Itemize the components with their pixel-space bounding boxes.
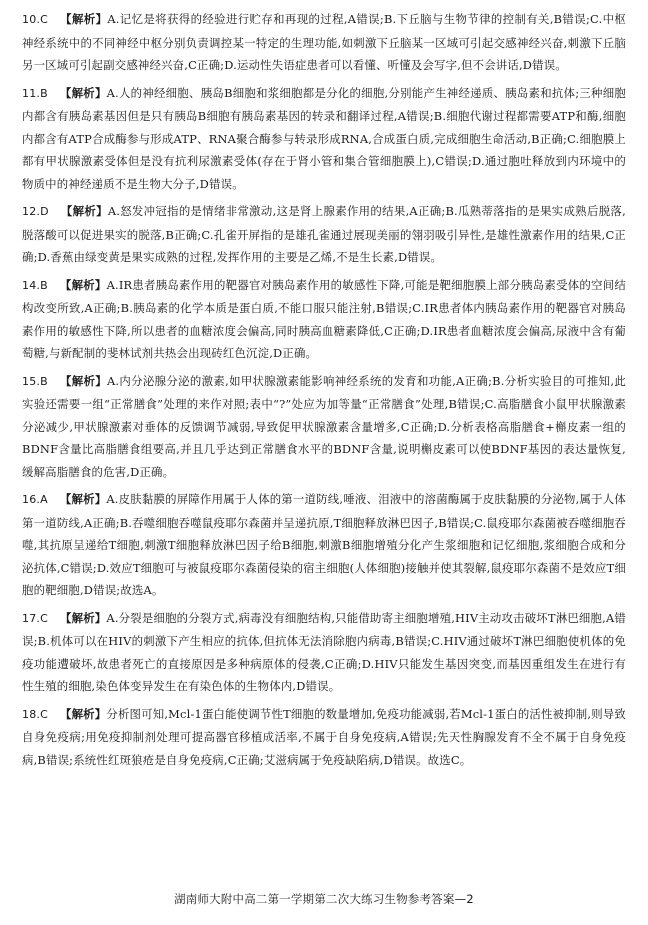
question-number: 10.	[22, 13, 41, 26]
question-number: 12.	[22, 205, 41, 218]
analysis-tag: 【解析】	[59, 610, 107, 625]
analysis-tag: 【解析】	[59, 492, 107, 506]
answer-letter: B	[40, 374, 48, 388]
analysis-text: 分析图可知,Mcl-1蛋白能使调节性T细胞的数量增加,免疫功能减弱,若Mcl-1蛋白的活性被抑制,则导致自身免疫病;用免疫抑制剂处理可提高器官移植成活率,不属于自身免疫病,A错误;先天性胸腺发育不全不属于自身免疫病,B错误;系统性红斑狼疮是自身免疫病,C正确;艾滋病属于免疫缺陷病,D错误。故选C。	[22, 706, 626, 767]
answer-item-10	[22, 8, 626, 77]
answer-item-12	[22, 200, 626, 269]
answer-letter: C	[40, 707, 48, 721]
analysis-text: A.IR患者胰岛素作用的靶器官对胰岛素作用的敏感性下降,可能是靶细胞膜上部分胰岛素受体的空间结构改变所致,A正确;B.胰岛素的化学本质是蛋白质,不能口服只能注射,B错误;C.IR患者体内胰岛素作用的靶器官对胰岛素作用的敏感性下降,所以患者的血糖浓度会偏高,同时胰高血糖素降低,C正确;D.IR患者血糖浓度会偏高,尿液中含有葡萄糖,与新配制的斐林试剂共热会出现砖红色沉淀,D正确。	[22, 277, 626, 360]
answer-letter: A	[40, 493, 48, 506]
question-number: 17.	[22, 611, 41, 625]
analysis-text: A.怒发冲冠指的是情绪非常激动,这是肾上腺素作用的结果,A正确;B.瓜熟蒂落指的是果实成熟后脱落,脱落酸可以促进果实的脱落,B正确;C.孔雀开屏指的是雄孔雀通过展现美丽的翎羽吸引异性,是雄性激素作用的结果,C正确;D.香蕉由绿变黄是果实成熟的过程,发挥作用的主要是乙烯,不是生长素,D错误。	[22, 204, 626, 264]
analysis-text: A.人的神经细胞、胰岛B细胞和浆细胞都是分化的细胞,分别能产生神经递质、胰岛素和抗体;三种细胞内都含有胰岛素基因但是只有胰岛B细胞有胰岛素基因的转录和翻译过程,A错误;B.细胞代谢过程都需要ATP和酶,细胞内都含有ATP合成酶参与形成ATP、RNA聚合酶参与转录形成RNA,合成蛋白质,完成细胞生命活动,B正确;C.细胞膜上都有甲状腺激素受体但是没有抗利尿激素受体(存在于肾小管和集合管细胞膜上),C错误;D.通过胞吐释放到内环境中的物质中的神经递质不是生物大分子,D错误。	[22, 85, 626, 191]
answer-letter: C	[40, 611, 48, 625]
answer-letter: B	[40, 278, 48, 292]
analysis-text: A.内分泌腺分泌的激素,如甲状腺激素能影响神经系统的发育和功能,A正确;B.分析实验目的可推知,此实验还需要一组“正常膳食”处理的来作对照;表中“?”处应为加等量“正常膳食”处理,B错误;C.高脂膳食小鼠甲状腺激素分泌减少,甲状腺激素对垂体的反馈调节减弱,导致促甲状腺激素含量增多,C正确;D.分析表格高脂膳食+槲皮素一组的BDNF含量比高脂膳食组要高,并且几乎达到正常膳食水平的BDNF含量,说明槲皮素可以使BDNF基因的表达量恢复,缓解高脂膳食的危害,D正确。	[22, 373, 626, 479]
answer-item-11	[22, 82, 626, 196]
answer-list	[22, 8, 626, 771]
question-number: 18.	[22, 707, 41, 721]
analysis-tag: 【解析】	[59, 373, 107, 388]
analysis-text: A.记忆是将获得的经验进行贮存和再现的过程,A错误;B.下丘脑与生物节律的控制有关,B错误;C.中枢神经系统中的不同神经中枢分别负责调控某一特定的生理功能,如刺激下丘脑某一区域可引起交感神经兴奋,刺激下丘脑另一区域可引起副交感神经兴奋,C正确;D.运动性失语症患者可以看懂、听懂及会写字,但不会讲话,D错误。	[22, 12, 626, 72]
answer-letter: C	[40, 13, 48, 26]
answer-item-16	[22, 488, 626, 602]
question-number: 11.	[22, 86, 41, 100]
question-number: 15.	[22, 374, 41, 388]
answer-item-15	[22, 370, 626, 484]
analysis-tag: 【解析】	[59, 85, 107, 100]
analysis-text: A.分裂是细胞的分裂方式,病毒没有细胞结构,只能借助寄主细胞增殖,HIV主动攻击破坏T淋巴细胞,A错误;B.机体可以在HIV的刺激下产生相应的抗体,但抗体无法消除胞内病毒,B错误;C.HIV通过破坏T淋巴细胞使机体的免疫功能遭破坏,故患者死亡的直接原因是多种病原体的侵袭,C正确;D.HIV只能发生基因突变,而基因重组发生在进行有性生殖的细胞,染色体变异发生在有染色体的生物体内,D错误。	[22, 610, 626, 693]
page-footer: 湖南师大附中高二第一学期第二次大练习生物参考答案—2	[174, 892, 474, 906]
analysis-text: A.皮肤黏膜的屏障作用属于人体的第一道防线,唾液、泪液中的溶菌酶属于皮肤黏膜的分泌物,属于人体第一道防线,A正确;B.吞噬细胞吞噬鼠疫耶尔森菌并呈递抗原,T细胞释放淋巴因子,B错误;C.鼠疫耶尔森菌被吞噬细胞吞噬,其抗原呈递给T细胞,刺激T细胞释放淋巴因子给B细胞,刺激B细胞增殖分化产生浆细胞和记忆细胞,浆细胞合成和分泌抗体,C错误;D.效应T细胞可与被鼠疫耶尔森菌侵染的宿主细胞(人体细胞)接触并使其裂解,鼠疫耶尔森菌不是效应T细胞的靶细胞,D错误;故选A。	[22, 492, 626, 597]
answer-item-17	[22, 607, 626, 698]
analysis-tag: 【解析】	[59, 277, 107, 292]
answer-item-18	[22, 703, 626, 772]
analysis-tag: 【解析】	[60, 204, 108, 218]
analysis-tag: 【解析】	[59, 706, 107, 721]
answer-letter: B	[40, 86, 48, 100]
answer-item-14	[22, 274, 626, 365]
question-number: 16.	[22, 493, 41, 506]
question-number: 14.	[22, 278, 41, 292]
analysis-tag: 【解析】	[59, 12, 108, 26]
answer-letter: D	[40, 205, 49, 218]
